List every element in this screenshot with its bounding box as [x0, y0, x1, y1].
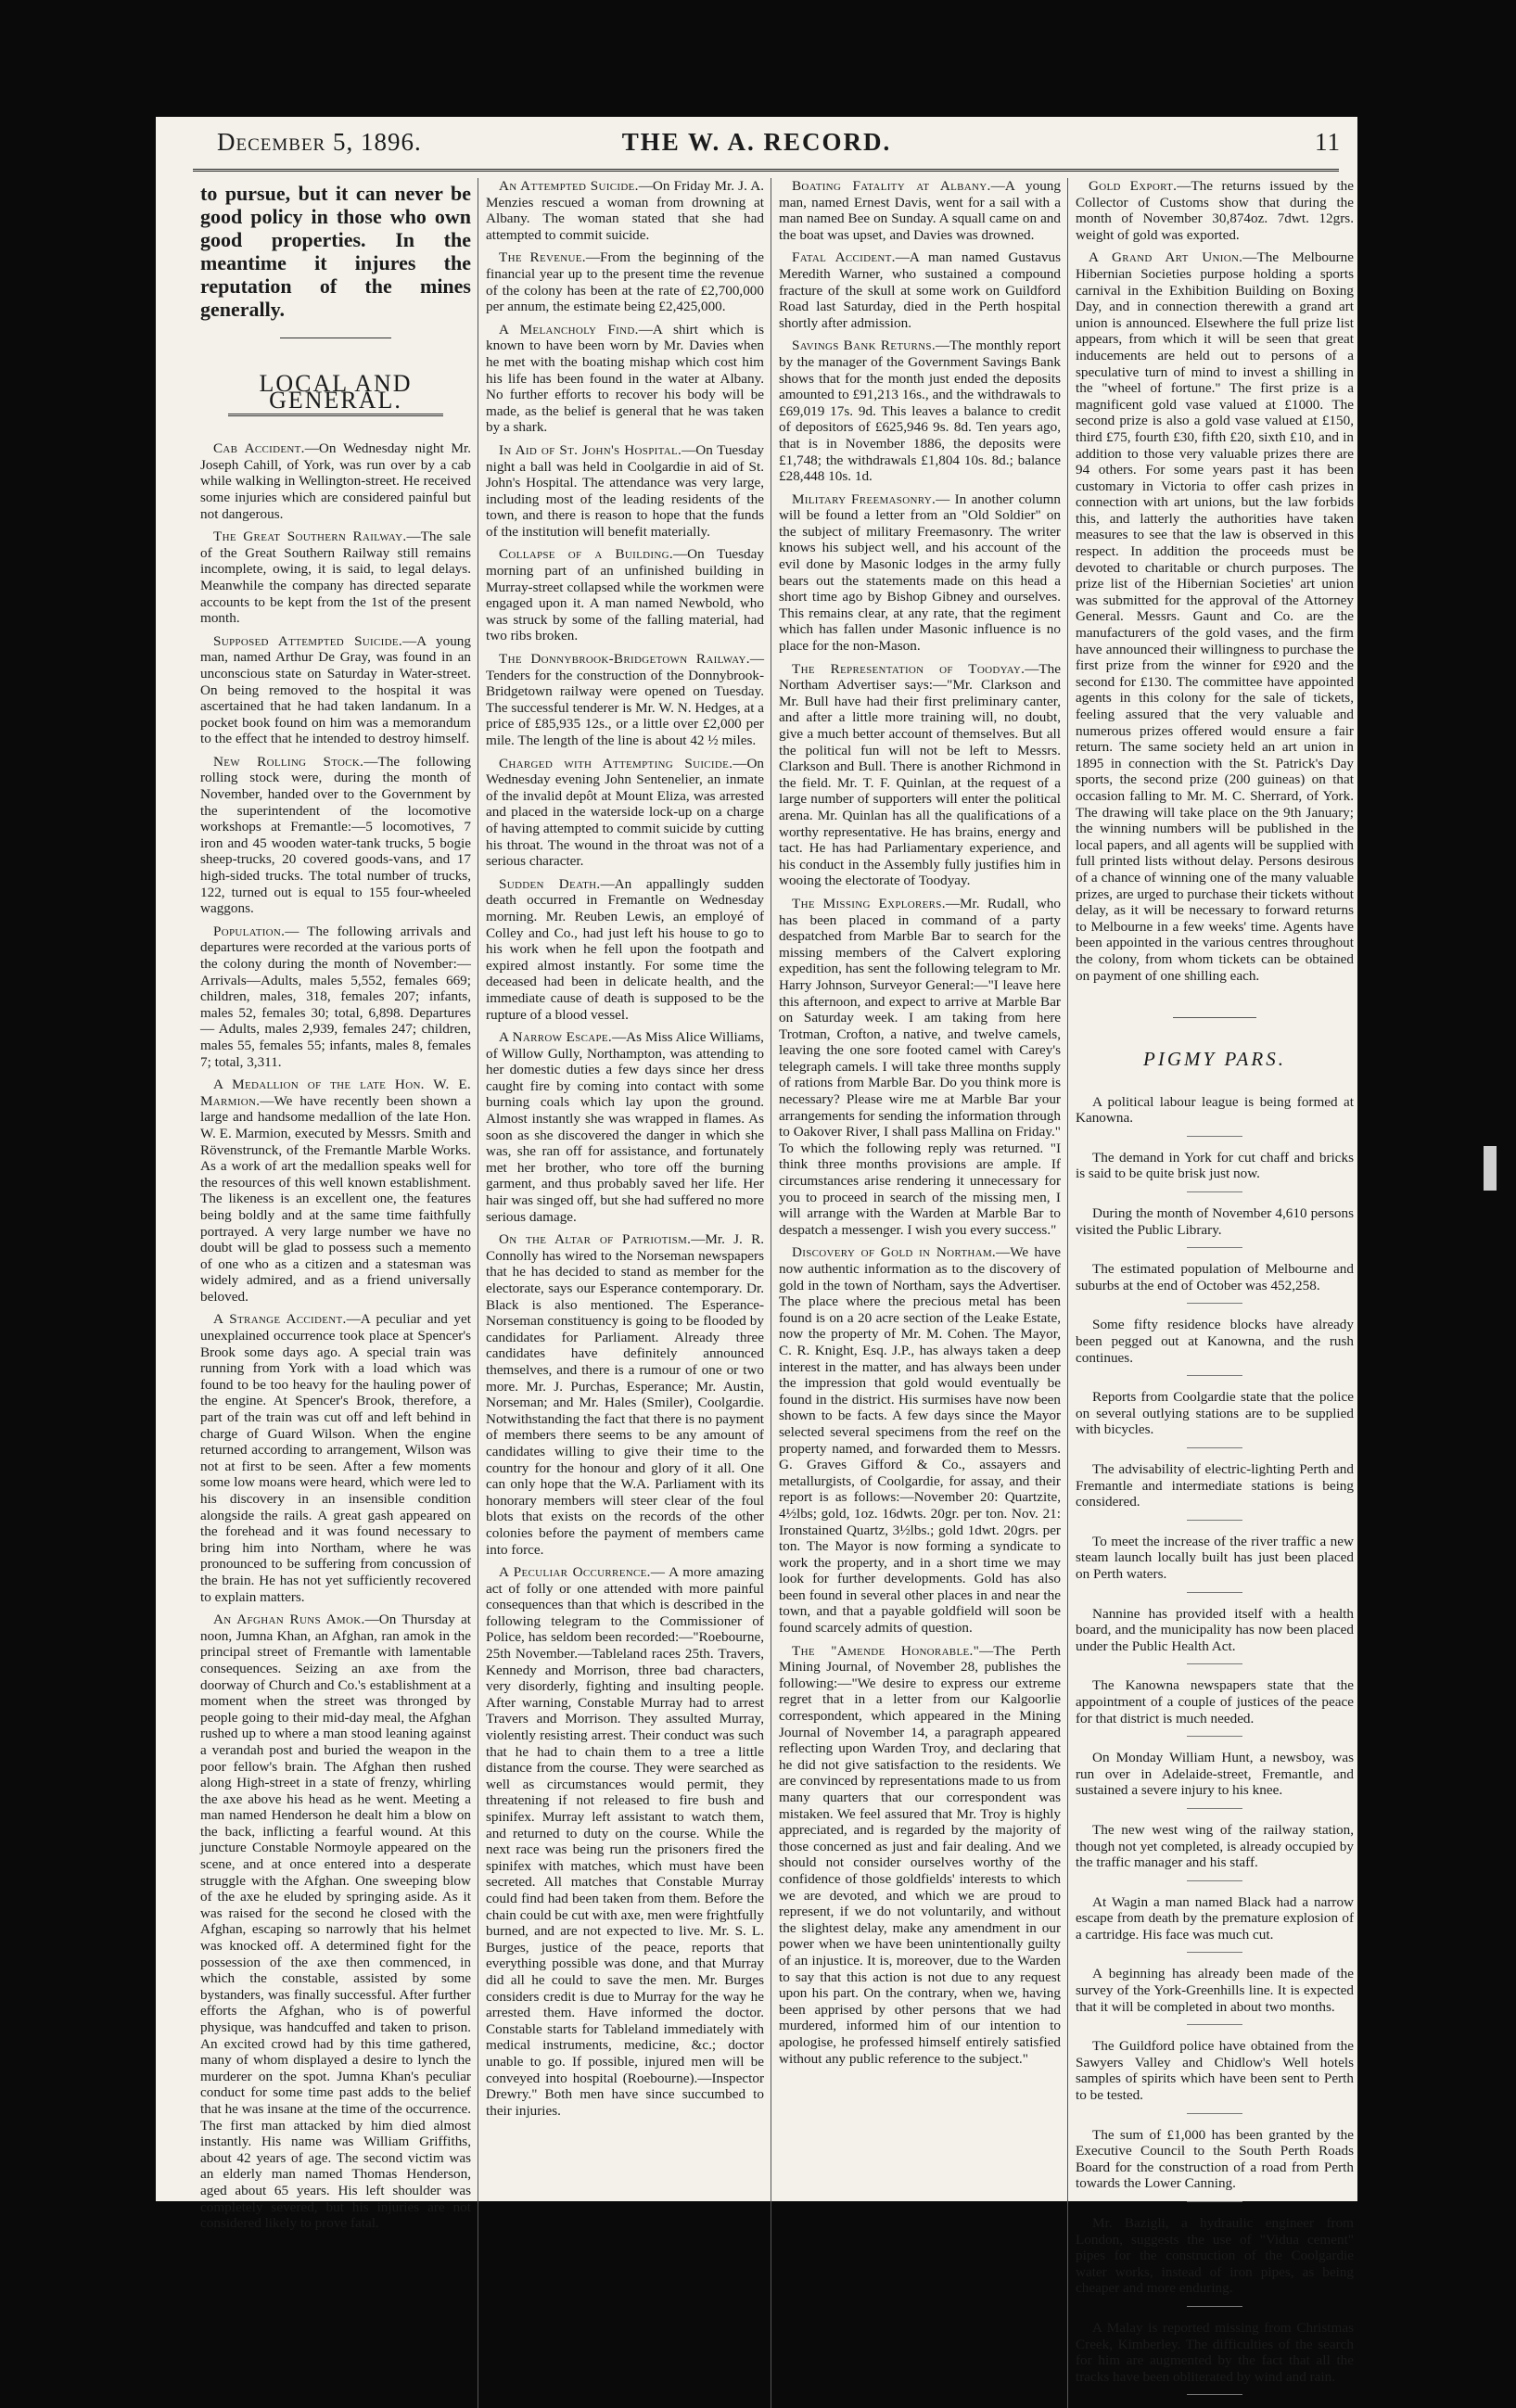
news-item-text: — In another column will be found a letter from an "Old Soldier" on the subject of military Freemasonry. The writer knows his subject well, and his account of the evil done by Masonic lodges in the army fully bears out the statements made on this head a short time ago by Bishop Gibney and ourselves. This remains clear, at any rate, that the regiment which has fallen under Masonic influence is no place for the non-Mason.: [779, 491, 1061, 655]
news-item-text: —An appallingly sudden death occurred in Fremantle on Wednesday morning. Mr. Reuben Lewis, an employé of Colley and Co., had just left his house to go to his work when he fell upon the footpath and expired almost instantly. For some time the deceased had been in delicate health, and the immediate cause of death is supposed to be the rupture of a blood vessel.: [486, 875, 764, 1023]
pygmy-par-item: On Monday William Hunt, a newsboy, was run over in Adelaide-street, Fremantle, and sustained a severe injury to his knee.: [1076, 1750, 1354, 1809]
column-1: [200, 178, 471, 2408]
news-item-heading: The Missing Explorers.: [792, 895, 946, 911]
masthead: [156, 124, 1357, 163]
news-item-text: —The Perth Mining Journal, of November 28, publishes the following:—"We desire to express our extreme regret that in a letter from our Kalgoorlie correspondent, which appeared in the Mining Journal of November 14, a paragraph appeared reflecting upon Warden Troy, and declaring that he did not give satisfaction to the residents. We are convinced by representations made to us from many quarters that our correspondent was mistaken. We feel assured that Mr. Troy is highly appreciated, and is regarded by the majority of those concerned as just and fair dealing. And we should not consider ourselves worthy of the confidence of those goldfields' interests to which we are devoted, and which we are proud to represent, if we do not voluntarily, and without the slightest delay, make any amendment in our power when we have been unintentionally guilty of an injustice. It is, moreover, due to the Warden to say that this action is not due to any request upon his part. On the contrary, when we, having been apprised by other persons that we had murdered, informed him of our intention to apologise, he professed himself entirely satisfied without any public reference to the subject.": [779, 1642, 1062, 2067]
pygmy-par-item: The advisability of electric-lighting Perth and Fremantle and intermediate stations is being considered.: [1076, 1461, 1354, 1521]
news-item-text: —The Northam Advertiser says:—"Mr. Clarkson and Mr. Bull have had their first preliminary canter, and after a little more training will, no doubt, give a much better account of themselves. But all the political fun will not be left to Messrs. Clarkson and Bull. There is another Richmond in the field. Mr. T. F. Quinlan, at the request of a large number of supporters will enter the political arena. Mr. Quinlan has all the qualifications of a worthy representative. He has brains, energy and tact. He has had Parliamentary experience, and his conduct in the Assembly fully justifies him in wooing the electorate of Toodyay.: [779, 660, 1061, 889]
pygmy-par-item: The estimated population of Melbourne and suburbs at the end of October was 452,258.: [1076, 1261, 1354, 1304]
news-item-text: —The following rolling stock were, during the month of November, handed over to the Government by the superintendent of the locomotive workshops at Fremantle:—5 locomotives, 7 iron and 45 wooden water-tank trucks, 5 bogie sheep-trucks, 20 covered goods-vans, and 17 high-sided trucks. The total number of trucks, 122, turned out is equal to 155 four-wheeled waggons.: [200, 753, 471, 917]
news-item-text: —The monthly report by the manager of the Government Savings Bank shows that for the month just ended the deposits amounted to £91,213 16s., and the withdrawals to £69,019 17s. 9d. This leaves a balance to credit of depositors of £625,946 9s. 8d. Ten years ago, that is in November 1886, the deposits were £1,748; the withdrawals £1,804 10s. 8d.; balance £28,448 10s. 1d.: [779, 338, 1061, 485]
news-item: [486, 249, 764, 314]
news-item-heading: A Narrow Escape.: [499, 1029, 612, 1046]
news-item-heading: Discovery of Gold in Northam.: [792, 1244, 997, 1261]
news-item-text: —On Wednesday evening John Sentenelier, an inmate of the invalid depôt at Mount Eliza, was arrested and placed in the waterside lock-up on a charge of having attempted to commit suicide by cutting his throat. The wound in the throat was not of a serious character.: [486, 755, 764, 870]
news-item-text: —On Friday Mr. J. A. Menzies rescued a woman from drowning at Albany. The woman stated that she had attempted to commit suicide.: [486, 178, 765, 243]
news-item-text: — A more amazing act of folly or one attended with more painful consequences than that which is described in the following telegram to the Commissioner of Police, has seldom been recorded:—"Roebourne, 25th November.—Tableland races 25th. Travers, Kennedy and Morrison, three bad characters, very disorderly, fighting and insulting people. After warning, Constable Murray had to arrest Travers and Morrison. They assulted Murray, violently resisting arrest. Their conduct was such that he had to chain them to a tree a little distance from the course. They were searched as well as circumstances would permit, they threatening if not released to fire bush and spinifex. Murray left assistant to watch them, and returned to duty on the course. While the next race was being run the prisoners fired the spinifex with matches, which must have been secreted. All matches that Constable Murray could find had been taken from them. Before the chain could be cut with axe, men were frightfully burned, and are not expected to live. Mr. S. L. Burges, justice of the peace, reports that everything possible was done, and that Murray did all he could to save the men. Mr. Burges considers credit is due to Murray for the way he arrested them. Have informed the doctor. Constable starts for Tableland immediately with medical instruments, medicine, &c.; doctor unable to go. If possible, injured men will be conveyed into hospital (Roebourne).—Inspector Drewry." Both men have since succumbed to their injuries.: [486, 1564, 764, 2119]
news-item: [200, 924, 471, 1070]
pygmy-par-item: The demand in York for cut chaff and bricks is said to be quite brisk just now.: [1076, 1150, 1354, 1192]
news-item-heading: A Grand Art Union.: [1089, 249, 1243, 266]
column-4: [1076, 178, 1354, 2408]
news-item: [779, 1643, 1061, 2067]
news-item-text: —As Miss Alice Williams, of Willow Gully, Northampton, was attending to her domestic duties a few days since her dress caught fire by coming into contact with some burning coals which lay upon the ground. Almost instantly she was wrapped in flames. As soon as she discovered the danger in which she was, she ran off for assistance, and fortunately met her brother, who tore off the burning garment, and thus probably saved her life. Her hair was singed off, but she had suffered no more serious damage.: [486, 1029, 764, 1225]
news-item-heading: The "Amende Honorable.": [792, 1642, 980, 1659]
news-item: [200, 529, 471, 627]
masthead-rule: [193, 169, 1339, 172]
news-item-text: —A young man, named Arthur De Gray, was found in an unconscious state on Saturday in Water-street. On being removed to the hospital it was ascertained that he had taken landanum. In a pocket book found on him was a memorandum to the effect that he intended to destroy himself.: [200, 632, 471, 747]
section-title: LOCAL AND GENERAL.: [259, 370, 413, 414]
column-3: [779, 178, 1061, 2408]
pygmy-par-item: A Malay is reported missing from Christmas Creek, Kimberley. The difficulties of the search for him are augmented by the fact that all the tracks have been obliterated by wind and rain.: [1076, 2320, 1354, 2395]
column-1-items: [200, 440, 471, 2232]
news-item: [779, 896, 1061, 1238]
pygmy-par-item: The new west wing of the railway station, though not yet completed, is already occupied by the traffic manager and his staff.: [1076, 1822, 1354, 1881]
news-item-text: —On Wednesday night Mr. Joseph Cahill, of York, was run over by a cab while walking in Wellington-street. He received some injuries which are considered painful but not dangerous.: [200, 440, 471, 522]
news-item: [486, 178, 764, 243]
article-columns: [200, 178, 1355, 2385]
news-item-text: —We have recently been shown a large and handsome medallion of the late Hon. W. E. Marmion, executed by Messrs. Smith and Rövenstrunck, of the Fremantle Marble Works. As a work of art the medallion speaks well for the resources of this well known establishment. The likeness is an excellent one, the features being boldly and at the same time faithfully portrayed. A very large number we have no doubt will be glad to possess such a memento of one who as a citizen and a statesman was widely admired, and as a friend universally beloved.: [200, 1092, 471, 1305]
news-item-heading: Population.: [213, 923, 286, 939]
news-item: [486, 1029, 764, 1225]
news-item-heading: The Representation of Toodyay.: [792, 660, 1026, 677]
news-item: [486, 546, 764, 644]
news-item-text: —The sale of the Great Southern Railway still remains incomplete, owing, it is said, to legal delays. Meanwhile the company has directed separate accounts to be kept from the 1st of the present month.: [200, 529, 471, 627]
news-item-heading: Cab Accident.: [213, 440, 305, 457]
news-item-heading: Charged with Attempting Suicide.: [499, 755, 733, 771]
news-item-heading: Military Freemasonry.: [792, 491, 936, 507]
pygmy-par-item: The Kanowna newspapers state that the appointment of a couple of justices of the peace for that district is much needed.: [1076, 1677, 1354, 1737]
news-item: [486, 756, 764, 870]
news-item: [200, 1612, 471, 2232]
news-item-heading: Supposed Attempted Suicide.: [213, 632, 402, 649]
pygmy-par-item: Nannine has provided itself with a health board, and the municipality has now been placed under the Public Health Act.: [1076, 1606, 1354, 1665]
column-3-items: [779, 178, 1061, 2067]
news-item-text: —Mr. Rudall, who has been placed in command of a party despatched from Marble Bar to search for the missing members of the Calvert exploring expedition, has sent the following telegram to Mr. Harry Johnson, Surveyor General:—"I leave here this afternoon, and expect to arrive at Marble Bar on Saturday week. I am taking from here Trotman, Crofton, a native, and twelve camels, leaving the one sore footed camel with Carey's telegraph camels. I will take three months supply of rations from Marble Bar. Do you think more is necessary? Please wire me at Marble Bar your arrangements for sending the information through to Oakover River, I shall pass Mallina on Friday." To which the following reply was returned. "I think three months provisions are ample. If circumstances arise rendering it unnecessary for you to proceed in search of the missing men, I will arrange with the Warden at Marble Bar to despatch a messenger. I wish you every success.": [779, 895, 1061, 1238]
pygmy-par-item: During the month of November 4,610 persons visited the Public Library.: [1076, 1205, 1354, 1248]
news-item-text: —We have now authentic information as to the discovery of gold in the town of Northam, says the Advertiser. The place where the precious metal has been found is on a 20 acre section of the Leake Estate, now the property of Mr. M. Cohen. The Mayor, C. R. Knight, Esq. J.P., has always taken a deep interest in the matter, and has always been under the impression that gold would eventually be found in the district. His surmises have now been shown to be facts. A few days since the Mayor selected several specimens from the reef on the property named, and forwarded them to Messrs. G. Graves Gifford & Co., assayers and metallurgists, of Coolgardie, for assay, and their report is as follows:—November 20: Quartzite, 4½lbs; gold, 1oz. 16dwts. 20gr. per ton. Nov. 21: Ironstained Quartz, 3½lbs.; gold 1dwt. 20grs. per ton. The Mayor is now forming a syndicate to work the property, and in a short time we may look for further developments. Gold has also been found in several other places in and near the town, and that a payable goldfield will soon be found scarcely admits of question.: [779, 1244, 1061, 1637]
news-item: [486, 1231, 764, 1558]
news-item: [1076, 249, 1354, 984]
news-item-text: —A shirt which is known to have been worn by Mr. Davies when he met with the boating mishap which cost him his life has been found in the water at Albany. No further efforts to recover his body will be made, as the belief is general that he was taken by a shark.: [486, 321, 764, 436]
pygmy-par-item: Mr. Bazigli, a hydraulic engineer from London, suggests the use of "Vidua cement" pipes for the construction of the Coolgardie water works, instead of iron pipes, as being cheaper and more enduring.: [1076, 2215, 1354, 2307]
news-item: [779, 661, 1061, 889]
column-4-items: [1076, 178, 1354, 984]
news-item-heading: A Medallion of the late Hon. W. E. Marmion.: [200, 1077, 471, 1109]
column-2-items: [486, 178, 764, 2119]
news-item-heading: In Aid of St. John's Hospital.: [499, 441, 682, 458]
news-item-heading: Gold Export.: [1089, 178, 1178, 194]
pygmy-par-item: Some fifty residence blocks have already been pegged out at Kanowna, and the rush continues.: [1076, 1317, 1354, 1376]
column-2: [486, 178, 764, 2408]
issue-date: December 5, 1896.: [217, 128, 422, 156]
news-item: [779, 249, 1061, 331]
news-item-heading: The Donnybrook-Bridgetown Railway.: [499, 651, 750, 668]
news-item: [200, 1077, 471, 1305]
news-item-text: —The Melbourne Hibernian Societies purpose holding a sports carnival in the Exhibition Building on Boxing Day, and in connection therewith a grand art union is announced. Elsewhere the full prize list appears, from which it will be seen that great inducements are held out to persons of a speculative turn of mind to invest a shilling in the "wheel of fortune." The first prize is a magnificent gold vase valued at £1000. The second prize is also a gold vase valued at £150, third £75, fourth £30, fifth £20, sixth £10, and in addition to those very valuable prizes there are 94 others. For some years past it has been customary in Victoria to offer cash prizes in connection with art unions, but the law forbids this, and latterly the authorities have taken measures to see that the law is observed in this respect. In addition the proceeds must be devoted to charitable or church purposes. The prize list of the Hibernian Societies' art union was submitted for the approval of the Attorney General. Messrs. Gaunt and Co. are the manufacturers of the gold vases, and the firm have announced their willingness to purchase the first prize from the winner for £920 and the second for £130. The committee have appointed agents in this colony for the sale of tickets, feeling assured that the very valuable and numerous prizes offered would ensure a fair return. The same society held an art union in 1895 in connection with the St. Patrick's Day sports, the second prize (200 guineas) on that occasion falling to Mr. M. C. Sherrard, of York. The drawing will take place on the 9th January; the winning numbers will be published in the local papers, and all agents will be supplied with full printed lists without delay. Persons desirous of a chance of winning one of the many valuable prizes, are urged to purchase their tickets without delay, as it will be necessary to forward returns to Melbourne in a few weeks' time. Agents have been appointed in the various centres throughout the colony, from whom tickets can be obtained on payment of one shilling each.: [1076, 249, 1355, 984]
pygmy-par-item: A beginning has already been made of the survey of the York-Greenhills line. It is expected that it will be completed in about two months.: [1076, 1966, 1354, 2025]
pygmy-par-item: A political labour league is being formed at Kanowna.: [1076, 1094, 1354, 1137]
news-item-heading: Collapse of a Building.: [499, 546, 673, 563]
news-item: [200, 754, 471, 917]
news-item-text: —On Tuesday morning part of an unfinished building in Murray-street collapsed while the workmen were engaged upon it. A man named Newbold, who was struck by some of the falling material, had two ribs broken.: [486, 546, 764, 644]
news-item: [486, 1564, 764, 2119]
news-item: [486, 442, 764, 541]
news-item: [779, 178, 1061, 243]
news-item-heading: Boating Fatality at Albany.: [792, 178, 991, 194]
pygmy-par-item: To meet the increase of the river traffic a new steam launch locally built has just been placed on Perth waters.: [1076, 1534, 1354, 1593]
news-item-heading: On the Altar of Patriotism.: [499, 1231, 692, 1248]
newspaper-title: THE W. A. RECORD.: [621, 128, 892, 156]
news-item-text: — The following arrivals and departures were recorded at the various ports of the colony during the month of November:—Arrivals—Adults, males 5,552, females 669; children, males, 318, females 207; infants, males 52, females 30; total, 6,898. Departures — Adults, males 2,939, females 247; children, males 55, females 55; infants, males 8, females 7; total, 3,311.: [200, 923, 471, 1070]
news-item-heading: The Great Southern Railway.: [213, 529, 407, 545]
news-item: [779, 1244, 1061, 1636]
news-item-heading: A Strange Accident.: [213, 1311, 347, 1328]
intro-paragraph: to pursue, but it can never be good policy in those who own good properties. In the meantime it injures the reputation of the mines generally.: [200, 182, 471, 321]
news-item-heading: Fatal Accident.: [792, 249, 896, 266]
pygmy-par-item: At Wagin a man named Black had a narrow escape from death by the premature explosion of a cartridge. His face was much cut.: [1076, 1894, 1354, 1954]
pygmy-par-item: The Guildford police have obtained from the Sawyers Valley and Chidlow's Well hotels samples of spirits which have been sent to Perth to be tested.: [1076, 2038, 1354, 2113]
news-item-heading: The Revenue.: [499, 249, 586, 266]
news-item: [486, 651, 764, 749]
news-item-text: —A peculiar and yet unexplained occurrence took place at Spencer's Brook some days ago. A special train was running from York with a load which was found to be too heavy for the hauling power of the engine. At Spencer's Brook, therefore, a part of the train was cut off and left behind in charge of Guard Wilson. When the engine returned according to arrangement, Wilson was not at first to be seen. After a few moments some low moans were heard, which were led to his discovery in an insensible condition alongside the rails. A great gash appeared on the forehead and it was found necessary to bring him into Northam, where he was pronounced to be suffering from concussion of the brain. He has not yet sufficiently recovered to explain matters.: [200, 1311, 471, 1605]
news-item-heading: A Melancholy Find.: [499, 321, 639, 338]
news-item-heading: An Afghan Runs Amok.: [213, 1612, 365, 1628]
news-item: [200, 440, 471, 522]
news-item-text: —A man named Gustavus Meredith Warner, who sustained a compound fracture of the skull at some work on Guildford Road last Saturday, died in the Perth hospital shortly after admission.: [779, 249, 1061, 331]
news-item-text: —The returns issued by the Collector of Customs show that during the month of November 30,874oz. 7dwt. 12grs. weight of gold was exported.: [1076, 178, 1354, 243]
news-item-text: —Mr. J. R. Connolly has wired to the Norseman newspapers that he has decided to stand as member for the electorate, says our Esperance contemporary. Dr. Black is also mentioned. The Esperance-Norseman constituency is going to be flooded by candidates for Parliament. Already three candidates have definitely announced themselves, and there is a rumour of one or two more. Mr. J. Purchas, Esperance; Mr. Austin, Norseman; and Mr. Hales (Smiler), Coolgardie. Notwithstanding the fact that there is no payment of members there seems to be any amount of candidates willing to give their time to the country for the honour and glory of it all. One can only hope that the W.A. Parliament with its honorary members will steer clear of the foul blots that exists on the records of the other colonies before the payment of members came into force.: [486, 1231, 765, 1558]
news-item: [779, 338, 1061, 484]
pygmy-par-item: The sum of £1,000 has been granted by the Executive Council to the South Perth Roads Board for the construction of a road from Perth towards the Lower Canning.: [1076, 2127, 1354, 2202]
pygmy-pars-title: PIGMY PARS.: [1143, 1048, 1286, 1071]
news-item: [200, 633, 471, 747]
pygmy-pars-list: [1076, 1094, 1354, 2396]
newspaper-page: [156, 117, 1357, 2385]
page-number: 11: [1315, 128, 1341, 156]
news-item: [486, 322, 764, 436]
page-clip-mark: [1484, 1146, 1497, 1191]
news-item-text: —Tenders for the construction of the Donnybrook-Bridgetown railway were opened on Tuesday. The successful tenderer is Mr. W. N. Hedges, at a price of £85,935 12s., or a little over £2,000 per mile. The length of the line is about 42 ½ miles.: [486, 651, 764, 748]
pygmy-par-item: Reports from Coolgardie state that the police on several outlying stations are to be supplied with bicycles.: [1076, 1389, 1354, 1448]
news-item-text: —On Thursday at noon, Jumna Khan, an Afghan, ran amok in the principal street of Fremantle with lamentable consequences. Seizing an axe from the doorway of Church and Co.'s establishment at a moment when the street was thronged by people going to their mid-day meal, the Afghan rushed up to where a man stood leaning against a verandah post and buried the weapon in the poor fellow's brain. The Afghan then rushed along High-street in a state of frenzy, whirling the axe above his head as he went. Meeting a man named Henderson he dealt him a blow on the back, inflicting a fearful wound. At this juncture Constable Normoyle appeared on the scene, and at once entered into a desperate struggle with the Afghan. One sweeping blow of the axe he eluded by springing aside. As it was raised for the second he closed with the Afghan, escaping so narrowly that his helmet was knocked off. A determined fight for the possession of the axe then commenced, in which the constable, assisted by some bystanders, was finally successful. After further efforts the Afghan, who is of powerful physique, was handcuffed and taken to prison. An excited crowd had by this time gathered, many of whom displayed a desire to lynch the murderer on the spot. Jumna Khan's peculiar conduct for some time past adds to the belief that he was insane at the time of the occurrence. The first man attacked by him died almost instantly. His name was William Griffiths, about 42 years of age. The second victim was an elderly man named Thomas Henderson, aged about 65 years. His left shoulder was completely severed, but his injuries are not considered likely to prove fatal.: [200, 1612, 472, 2232]
news-item-text: —From the beginning of the financial year up to the present time the revenue of the colony has been at the rate of £2,700,000 per annum, the estimate being £2,425,000.: [486, 249, 764, 315]
news-item-heading: New Rolling Stock.: [213, 753, 364, 770]
news-item: [779, 491, 1061, 655]
divider: [1173, 1017, 1256, 1018]
news-item-heading: A Peculiar Occurrence.: [499, 1564, 651, 1581]
news-item-text: —On Tuesday night a ball was held in Coolgardie in aid of St. John's Hospital. The attendance was very large, including most of the leading residents of the town, and there is reason to hope that the funds of the institution will benefit materially.: [486, 441, 764, 540]
section-rule: [228, 414, 443, 416]
news-item: [1076, 178, 1354, 243]
news-item: [486, 876, 764, 1023]
news-item-heading: Sudden Death.: [499, 875, 601, 892]
news-item-heading: An Attempted Suicide.: [499, 178, 639, 194]
news-item-heading: Savings Bank Returns.: [792, 338, 936, 354]
news-item: [200, 1311, 471, 1605]
news-item-text: —A young man, named Ernest Davis, went for a sail with a man named Bee on Sunday. A squall came on and the boat was upset, and Davies was drowned.: [779, 178, 1061, 243]
